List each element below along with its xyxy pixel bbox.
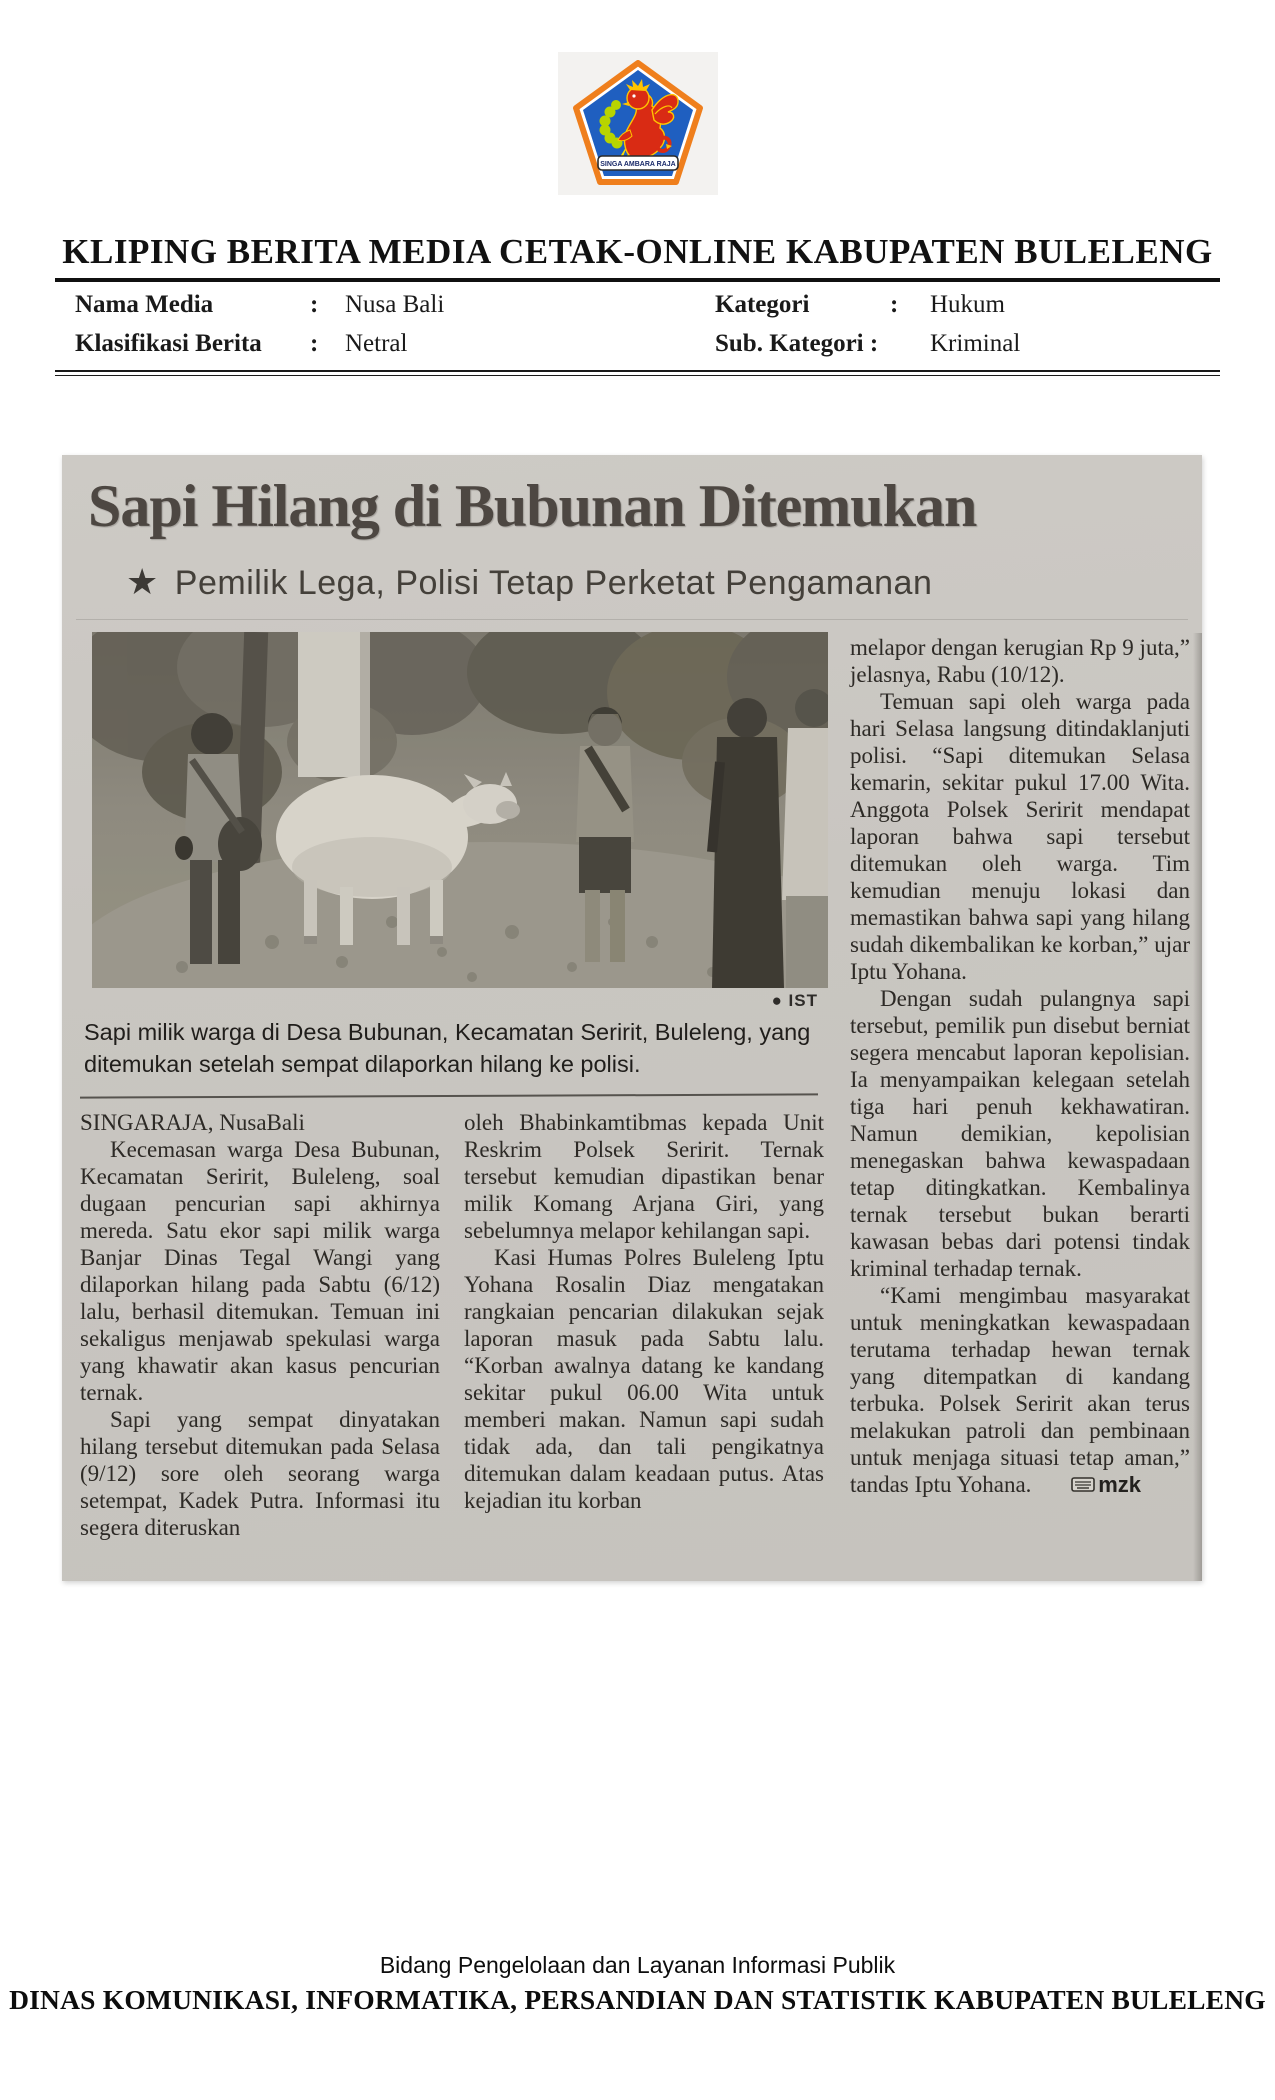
news-photo <box>92 632 828 988</box>
colon-separator: : <box>890 291 899 318</box>
page-title: KLIPING BERITA MEDIA CETAK-ONLINE KABUPATEN BULELENG <box>62 232 1213 271</box>
article-columns <box>80 1109 828 1541</box>
kategori-value: Hukum <box>930 291 1005 318</box>
page-footer <box>0 1952 1275 2016</box>
article-subhead <box>126 561 1192 603</box>
article-paragraph: Kasi Humas Polres Buleleng Iptu Yohana Rosalin Diaz mengatakan rangkaian pencarian dilakukan sejak laporan masuk pada Sabtu lalu. “Korban awalnya datang ke kandang sekitar pukul 06.00 Wita untuk memberi makan. Namun sapi sudah tidak ada, dan tali pengikatnya ditemukan dalam keadaan putus. Atas kejadian itu korban <box>464 1244 824 1513</box>
author-initials: mzk <box>1098 1472 1141 1498</box>
svg-text:SINGA AMBARA RAJA: SINGA AMBARA RAJA <box>599 161 676 168</box>
article-paragraph: Temuan sapi oleh warga pada hari Selasa langsung ditindaklanjuti polisi. “Sapi ditemukan Selasa kemarin, sekitar pukul 17.00 Wita. Anggota Polsek Seririt mendapat laporan bahwa sapi tersebut ditemukan oleh warga. Tim kemudian menuju lokasi dan memastikan bahwa sapi yang hilang sudah dikembalikan ke korban,” ujar Iptu Yohana. <box>850 689 1190 985</box>
nama-media-value: Nusa Bali <box>345 291 445 318</box>
news-clipping <box>62 455 1202 1581</box>
article-paragraph-text: “Kami mengimbau masyarakat untuk meningkatkan kewaspadaan terutama terhadap hewan ternak yang ditempatkan di kandang terbuka. Polsek Seririt akan terus melakukan patroli dan pembinaan untuk menjaga situasi tetap aman,” tandas Iptu Yohana. <box>850 1283 1190 1498</box>
bottom-double-rule <box>55 370 1220 376</box>
caption-divider <box>80 1093 818 1098</box>
photo-caption: Sapi milik warga di Desa Bubunan, Kecamatan Seririt, Buleleng, yang ditemukan setelah sempat dilaporkan hilang ke polisi. <box>84 1019 811 1077</box>
article-paragraph: melapor dengan kerugian Rp 9 juta,” jelasnya, Rabu (10/12). <box>850 635 1190 688</box>
article-paragraph: Dengan sudah pulangnya sapi tersebut, pemilik pun disebut berniat segera mencabut laporan kepolisian. Ia menyampaikan kelegaan setelah tiga hari penuh kekhawatiran. Namun demikian, kepolisian menegaskan bahwa kewaspadaan tetap ditingkatkan. Kembalinya ternak tersebut bukan berarti kawasan bebas dari potensi tindak kriminal terhadap ternak. <box>850 986 1190 1282</box>
klasifikasi-berita-value: Netral <box>345 330 408 357</box>
clipping-edge-shadow <box>1193 633 1202 1581</box>
logo-backdrop <box>558 52 718 195</box>
header-logo-area <box>0 52 1275 195</box>
meta-row-1 <box>55 282 1220 321</box>
klasifikasi-berita-label: Klasifikasi Berita <box>75 330 262 357</box>
meta-row-2 <box>55 321 1220 360</box>
buleleng-crest-icon <box>572 60 704 186</box>
news-photo-illustration <box>92 632 828 988</box>
footer-division: Bidang Pengelolaan dan Layanan Informasi Publik <box>379 1952 896 1978</box>
article-paragraph: Sapi yang sempat dinyatakan hilang tersebut ditemukan pada Selasa (9/12) sore oleh seorang warga setempat, Kadek Putra. Informasi itu segera diteruskan <box>80 1406 440 1540</box>
article-column-3 <box>850 632 1190 1541</box>
kategori-label: Kategori <box>715 291 810 318</box>
sub-kategori-label: Sub. Kategori : <box>715 330 879 357</box>
photo-credit: ● IST <box>771 991 818 1011</box>
article-body <box>74 620 1192 1541</box>
colon-separator: : <box>310 291 319 318</box>
dateline: SINGARAJA, NusaBali <box>80 1109 305 1135</box>
keyboard-icon <box>1041 1471 1095 1498</box>
article-headline: Sapi Hilang di Bubunan Ditemukan <box>88 473 977 539</box>
metadata-block <box>55 278 1220 376</box>
colon-separator: : <box>310 330 319 357</box>
article-column-1 <box>80 1109 440 1541</box>
article-subhead-text: Pemilik Lega, Polisi Tetap Perketat Pengamanan <box>174 564 933 603</box>
article-left-area <box>78 632 828 1541</box>
star-icon: ★ <box>126 561 159 603</box>
nama-media-label: Nama Media <box>75 291 214 318</box>
article-column-2 <box>464 1109 824 1541</box>
article-paragraph: Kecemasan warga Desa Bubunan, Kecamatan Seririt, Buleleng, soal dugaan pencurian sapi akhirnya mereda. Satu ekor sapi milik warga Banjar Dinas Tegal Wangi yang dilaporkan hilang pada Sabtu (6/12) lalu, berhasil ditemukan. Temuan ini sekaligus menjawab spekulasi warga yang khawatir akan kasus pencurian ternak. <box>80 1136 440 1405</box>
article-paragraph: oleh Bhabinkamtibmas kepada Unit Reskrim Polsek Seririt. Ternak tersebut kemudian dipastikan benar milik Komang Arjana Giri, yang sebelumnya melapor kehilangan sapi. <box>464 1109 824 1243</box>
article-paragraph <box>850 1282 1190 1498</box>
footer-agency: DINAS KOMUNIKASI, INFORMATIKA, PERSANDIAN DAN STATISTIK KABUPATEN BULELENG <box>9 1984 1266 2015</box>
sub-kategori-value: Kriminal <box>930 330 1021 357</box>
